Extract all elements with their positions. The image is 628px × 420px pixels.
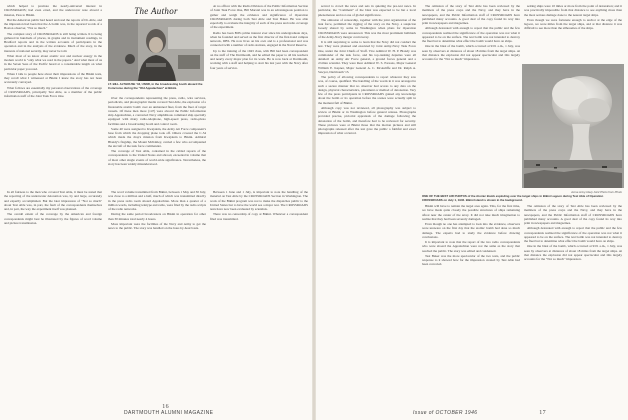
paragraph: setting ships were 10 miles or more from the point of detonation; and it was practically impossible from that distance to see anything more than the most serious damage done to the nearest target ships.: [524, 4, 622, 17]
author-heading: The Author: [134, 6, 178, 16]
paragraph: Some 40 were assigned to Kwajalein, the Army Air Force component's base from which the dropping plane took off. Others covered the C-54 which made the drop's mission from Kwajalein to Bikini. Admiral Blandy's flagship, the Mount McKinley, carried a few who accompanied the aircraft of the task force commander.: [108, 126, 206, 148]
right-folio: [413, 410, 552, 416]
paragraph: Up to the training of the 1943 class, with Bill had been correspondent on the staff of The Dartmouth, and he edited the paper to all his teachers and nearly every major plan for its work. He is now back at Dartmouth, working with a staff and helping to start his last year with the Navy after four years of service.: [210, 48, 308, 70]
paragraph: The overall extent of the coverage by the American and foreign correspondents might best be illustrated by the figures of word volume and picture transmission.: [4, 212, 102, 225]
paragraph: One in the blast of the bomb, which occurred at 9:01 a.m., 1 July, was seen by observers at distances of about 18 miles from the target ships. At that distance the explosion did not appear spectacular and this largely accounts for the "Not so much" impression.: [422, 44, 520, 61]
left-col-3: [210, 4, 308, 186]
paragraph: The omission of the story of Test Able has been reviewed by the members of the press corps and the Navy, and they have in the newspapers, and the Public Information staff of CROSSROADS have published many accounts. A good deal of the copy found its way into print in newspapers and magazines.: [422, 4, 520, 25]
paragraph: The omission of censorship, together with the joint organization of the task force, permitted the rigging of the story on the Navy, a suspicion loosely shared by some in Washington when plans for Operation CROSSROADS were announced. This was the most prominent hallmark of the Army-Navy merger controversy.: [318, 17, 416, 39]
left-folio-title: DARTMOUTH ALUMNI MAGAZINE: [124, 410, 214, 416]
paragraph: Over the correspondents representing the press, radio, wire services, periodicals, and photographic media covered Test Able, the explosion of a fissionable atomic bomb over an unmanned fleet, from the fleet of target vessels. Of these men more (147) were aboard the Public Information ship Appalachian, a converted Navy amphibious command ship specially equipped with many radio-telephone, high-speed press, radio-photo facilities and a broadcasting booth and control room.: [108, 96, 206, 126]
right-col-3b: [524, 204, 622, 406]
paragraph: Between 1 June and 1 July, is important to note the handling of the material on Test Able by the CROSSROADS Section in Washington. The work of the Bikini program was not to make the dispatches public to the United States but to have the world see a major test. The CROSSROADS tests have now been evaluated by scientists.: [210, 190, 308, 211]
paragraph: What follows are essentially my personal observations of the coverage of CROSSROADS, principally Test Able, as a member of the public information staff of the Joint Task Force One.: [4, 85, 102, 98]
paragraph: More important were the facilities of the Navy and Army to get the news to the public. The story was handled on the hour-by-hour basis.: [108, 221, 206, 230]
left-col-1: [4, 4, 102, 179]
paragraph: Even though we were fortunate enough to anchor at the edge of the lagoon, we were miles from the target ships, and at that distance it was difficult to see more than the silhouettes of the ships.: [524, 17, 622, 31]
paragraph: Test Baker was the more spectacular of the two tests, and the public response to it showed how far the impression created by Test Able had been corrected.: [422, 253, 520, 267]
paragraph: There was no censorship of copy at Bikini. Whatever a correspondent filed was transmitted.: [210, 212, 308, 221]
paragraph: The omission of the story of Test Able has been reviewed by the members of the press corps and the Navy, and they have in the newspapers, and the Public Information staff of CROSSROADS have published many accounts. A good deal of the copy found its way into print in newspapers and magazines.: [524, 204, 622, 225]
atomic-bomb-photo-illustration: [524, 64, 622, 188]
page-gutter: [312, 0, 316, 420]
left-col-2b: [108, 190, 206, 406]
paragraph: The word volume transmitted from Bikini, between 1 May and 30 July, was close to a million and a half, much of which was transmitted directly in the press radio room aboard Appalachian. More than a quarter of a million words, including teletype and radio, were filed by the radio scripts of the radio networks.: [108, 190, 206, 211]
paragraph: In all fairness to the men who covered Test Able, it must be stated that the reporting of the underwater detonation was, by and large, accurately and expertly accomplished. But the later impression of "Not so much" about Test Able was, in part, the fault of the correspondents themselves and, in part, the way the experiment itself was planned.: [4, 190, 102, 211]
paragraph: The coverage of Test Able, contained in the cabled reports of the correspondents to the United States and abroad, exceeded in volume that of most other single events of world-wide significance. Nevertheless, the story has been widely misunderstood.: [108, 149, 206, 166]
bomb-photo-frame: [524, 64, 622, 188]
author-photo-illustration: [108, 19, 204, 81]
paragraph: Even though no one has attempted to look into the evidence, observers were unaware on the first day that the atomic bomb had done so much damage. The experts had to study the evidence before drawing conclusions.: [422, 222, 520, 239]
left-col-2: [108, 96, 206, 186]
bomb-photo-caption: ONE OF THE BEST AIR PHOTOS of the Atomic Bomb exploding over the target ships in Bikini Lagoon during Test Able of Operation CROSSROADS on July 1, 1946. Bikini Island is shown in the background.: [422, 194, 604, 202]
paragraph: When I talk to people here about their impressions of the Bikini tests, they recall what I witnessed at Bikini I knew the story has not been accurately conveyed.: [4, 71, 102, 85]
right-col-2b: [422, 204, 520, 406]
right-page: [318, 4, 624, 418]
paragraph: It is still surprising to some to learn that the Navy did not conduct the test. They were planned and executed by Joint Army-Navy Task Force One, under the Joint Chiefs of Staff. Vice Admiral W. H. P. Blandy was commander of the task force, and his top-ranking deputies were all detailed: an Army Air Force general, a ground forces general and a civilian scientist. They were Rear Admiral W. S. Parsons, Major General William E. Kepner, Major General A. C. McAuliffe and Dr. Ralph A. Sawyer, Dartmouth '13.: [318, 40, 416, 74]
left-col-1b: [4, 190, 102, 406]
left-col-3b: [210, 190, 308, 406]
paragraph: The policy of allowing correspondents to report whatever they saw was, of course, qualified. The handling of the words in it was arranged in such a secure manner that no observer had access to any data on the design, physical characteristics, placement or method of detonation. Very few of the press participants in CROSSROADS gained any knowledge about the bomb or its operation before the scenes were actually split in the moment full of Bikini.: [318, 75, 416, 105]
left-folio: [124, 404, 213, 416]
right-page-number: 17: [539, 410, 547, 416]
paragraph: One in the blast of the bomb, which occurred at 9:01 a.m., 1 July, was seen by observers at distances of about 18 miles from the target ships. At that distance the explosion did not appear spectacular and this largely accounts for the "Not so much" impression.: [524, 244, 622, 261]
paragraph: Bikini will have to remain the target area again. This, for the first time, we have made quite closely the possible structures of ships remaining afloat near the center of the array. It did not take much imagination to realize that they had been severely damaged.: [422, 204, 520, 221]
author-photo: [108, 19, 204, 81]
right-col-1: [318, 4, 416, 406]
right-col-3: [524, 4, 622, 64]
left-page-number: 16: [162, 404, 170, 410]
paragraph: Although detonated with enough to report that the public and the few correspondents realized the significance of the operation was not what it appeared to be on the surface. The test bomb was not intended to destroy the fleet but to determine what effect the bomb would have on ships.: [524, 226, 622, 243]
author-photo-caption: LT. BILL ALTHOUSE '43, USNR, in the broadcasting booth aboard the Comcruise during the "Old Appalachian" at Bikini.: [108, 82, 203, 90]
left-page: [4, 4, 310, 418]
paragraph: The complex story of CROSSROADS is still being written. It is being gathered in hundreds of places, in graphs and in instrument readings, in Bradford reports and in the written accounts of participants in the operation and in the analysis of the evidence. Much of the story, in the interests of national security, may never be told.: [4, 31, 102, 53]
paragraph: During the same period broadcasters on Bikini in operation for other than 30 minutes total nearly 4 hours.: [108, 212, 206, 221]
paragraph: What most of us know about atomic war and nuclear energy in the modern world is "only what we read in the papers." And what most of us in the Seven Seas of the Pacific heard at a considerable length on what particular paper you read.: [4, 53, 102, 71]
paragraph: served to crowd the news and sets in quieting the pre-test news. In particular, the "Comment" of the blast was expected to be but a local phenomenon and not one of global significance.: [318, 4, 416, 17]
bomb-caption-box: [422, 190, 622, 202]
photo-credit: Acme Army-Navy Joint Photo from Photo: [571, 190, 622, 194]
right-folio-title: Issue of OCTOBER 1946: [413, 410, 478, 416]
paragraph: Although detonated with enough to report that the public and the few correspondents realized the significance of the operation was not what it appeared to be on the surface. The test bomb was not intended to destroy the fleet but to determine what effect the bomb would have on ships.: [422, 26, 520, 43]
author-box: [108, 4, 204, 90]
paragraph: But the American public had heard and read the reports of Dr. Able, and the impression had been that the A bomb was, in the reported words of a Boston observer, "Not so much.": [4, 17, 102, 31]
paragraph: It is important to note that the report of the two radio correspondents who were aboard the Appalachian were not the same as the story that reached the public. The story was edited and condensed.: [422, 240, 520, 253]
paragraph: which helped to promote the nearly-universal interest in CROSSROADS; had even erred, and the undercover note aboard a mission, Pass to Bikini.: [4, 4, 102, 17]
paragraph: Although copy was not reviewed, all photography was subject to review at Bikini or in Washington before general release. Photographs provided precise, pictorial appraisals of the damage following the detonation of the bomb, and therefore had to be reviewed for security. These pictures were at Bikini those that the motion pictures and still photographs released after the test gave the public a faithful and exact impression of what occurred.: [318, 105, 416, 136]
paragraph: At no officer with the Radio Division of the Public Information Section of Joint Task Force One, Bill Marsial was in an advantageous position to gather and weigh the evidence and significance of Operation CROSSROADS during both Test Able and Test Baker. He was able especially to evaluate the integrity of each of the press and radio coverage of the experiment.: [210, 4, 308, 30]
paragraph: Radio has been Bill's prime interest ever since his undergraduate days, when he founded and served as the first director of the first-band campus network, DBS. He now lives on his own and is a professional and was connected with a number of radio stations, engaged in the Naval Reserve.: [210, 30, 308, 48]
